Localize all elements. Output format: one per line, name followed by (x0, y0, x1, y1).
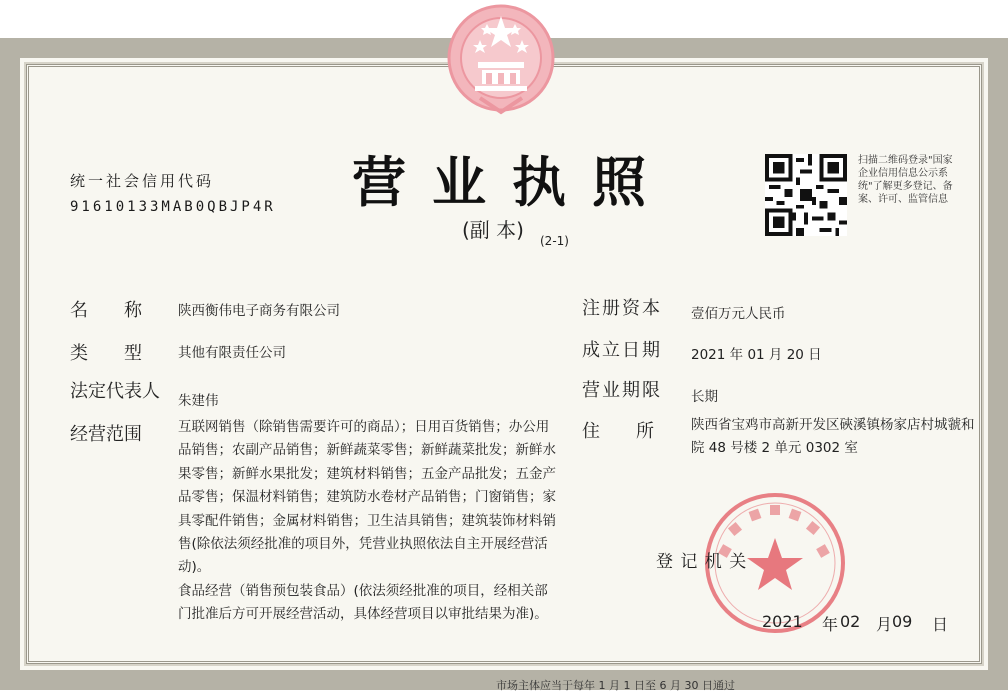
address: 陕西省宝鸡市高新开发区硤溪镇杨家店村城虢和院 48 号楼 2 单元 0302 室 (691, 417, 975, 456)
copy-index: (2-1) (540, 234, 569, 248)
company-type: 其他有限责任公司 (178, 345, 286, 361)
scope-label: 经营范围 (70, 424, 142, 445)
address-label: 住 所 (582, 421, 654, 442)
qr-note: 扫描二维码登录"国家企业信用信息公示系统"了解更多登记、备案、许可、监管信息 (858, 155, 953, 205)
reg-day: 09 (892, 612, 913, 631)
credit-code: 91610133MAB0QBJP4R (70, 199, 276, 215)
credit-code-label: 统一社会信用代码 (70, 172, 215, 190)
company-name: 陕西衡伟电子商务有限公司 (178, 303, 340, 319)
reg-year: 2021 (762, 612, 803, 631)
qr-code-icon[interactable] (765, 154, 847, 236)
business-term: 长期 (691, 389, 718, 405)
document-title: 营业执照 (352, 150, 672, 214)
type-label: 类 型 (70, 343, 142, 364)
annual-report-note: 市场主体应当于每年 1 月 1 日至 6 月 30 日通过 (496, 679, 735, 692)
registered-capital: 壹佰万元人民币 (691, 306, 786, 322)
reg-year-unit: 年 (822, 615, 839, 634)
national-emblem-icon (440, 0, 562, 120)
business-scope (178, 416, 556, 627)
term-label: 营业期限 (582, 380, 662, 401)
established-label: 成立日期 (582, 340, 662, 361)
name-label: 名 称 (70, 300, 142, 321)
business-scope-food: 食品经营（销售预包装食品）(依法须经批准的项目，经相关部门批准后方可开展经营活动，具体经营项目以审批结果为准)。 (178, 582, 548, 623)
authority-label: 登 记 机 关 (656, 552, 748, 572)
reg-month: 02 (840, 612, 861, 631)
legal-rep: 朱建伟 (178, 393, 219, 409)
established-date: 2021 年 01 月 20 日 (691, 347, 822, 363)
document-subtitle: (副 本) (462, 218, 524, 242)
reg-month-unit: 月 (876, 615, 893, 634)
legal-rep-label: 法定代表人 (70, 381, 160, 402)
business-scope-main: 互联网销售（除销售需要许可的商品）；日用百货销售；办公用品销售；农副产品销售；新鲜蔬菜零售；新鲜蔬菜批发；新鲜水果零售；新鲜水果批发；建筑材料销售；五金产品批发；五金产品零售；保温材料销售；建筑防水卷材产品销售；门窗销售；家具零配件销售；金属材料销售；卫生洁具销售；建筑装饰材料销售(除依法须经批准的项目外，凭营业执照依法自主开展经营活动)。 (178, 419, 556, 576)
reg-day-unit: 日 (932, 615, 949, 634)
capital-label: 注册资本 (582, 298, 662, 319)
